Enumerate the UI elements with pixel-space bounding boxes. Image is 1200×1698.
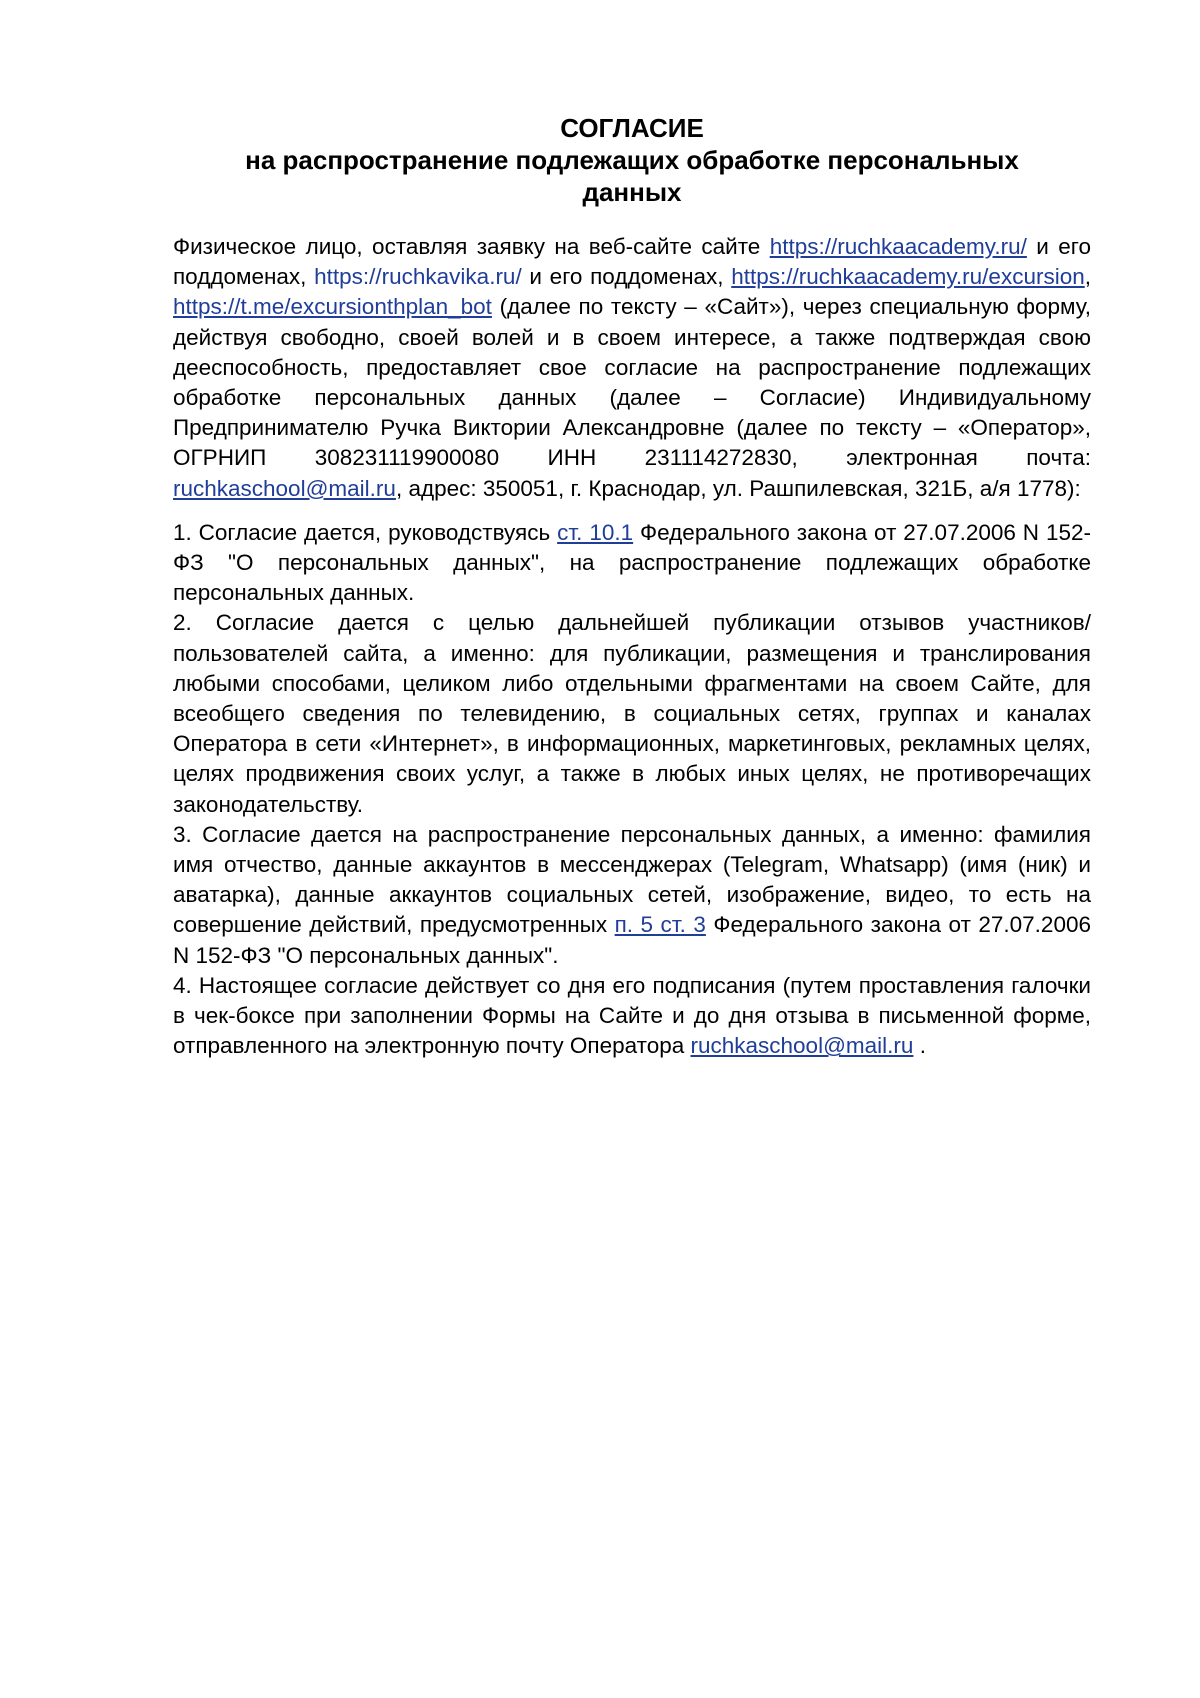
title-line-2: на распространение подлежащих обработке персональных: [245, 145, 1019, 175]
law-paragraph-link[interactable]: п. 5 ст. 3: [614, 912, 706, 938]
document-title: [173, 112, 1091, 208]
intro-text-6: , адрес: 350051, г. Краснодар, ул. Рашпилевская, 321Б, а/я 1778):: [395, 475, 1081, 501]
intro-text-1: Физическое лицо, оставляя заявку на веб-сайте сайте: [173, 234, 770, 259]
law-article-link[interactable]: ст. 10.1: [557, 519, 634, 545]
link-telegram-bot[interactable]: https://t.me/excursionthplan_bot: [173, 294, 492, 320]
link-ruchkaacademy[interactable]: https://ruchkaacademy.ru/: [769, 234, 1027, 259]
email-link-operator[interactable]: ruchkaschool@mail.ru: [173, 475, 396, 501]
link-excursion[interactable]: https://ruchkaacademy.ru/excursion: [731, 264, 1085, 290]
clause-4-text-b: .: [913, 1033, 926, 1059]
intro-paragraph: [173, 232, 1091, 504]
link-ruchkavika[interactable]: https://ruchkavika.ru/: [314, 264, 522, 290]
clause-3-text-b: Федерального закона от 27.07.2006 N 152-ФЗ "О персональных данных".: [173, 912, 1091, 968]
clause-1-text-a: 1. Согласие дается, руководствуясь: [173, 519, 558, 545]
title-line-3: данных: [582, 177, 682, 207]
intro-text-3: и его поддоменах,: [521, 264, 732, 290]
clause-2: 2. Согласие дается с целью дальнейшей публикации отзывов участников/пользователей сайта, а именно: для публикации, размещения и транслирования любыми способами, целиком либо отдельными фрагментами на своем Сайте, для всеобщего сведения по телевидению, в социальных сетях, группах и каналах Оператора в сети «Интернет», в информационных, маркетинговых, рекламных целях, целях продвижения своих услуг, а также в любых иных целях, не противоречащих законодательству.: [173, 610, 1091, 817]
clause-1-text-b: Федерального закона от 27.07.2006 N 152-ФЗ "О персональных данных", на распространение подлежащих обработке персональных данных.: [173, 519, 1091, 606]
clause-4: [173, 971, 1091, 1062]
title-line-1: СОГЛАСИЕ: [560, 113, 704, 143]
intro-text-2: и его поддоменах,: [173, 234, 1091, 290]
clause-3: [173, 820, 1091, 971]
clause-1: [173, 518, 1091, 609]
intro-text-5: (далее по тексту – «Сайт»), через специальную форму, действуя свободно, своей волей и в своем интересе, а также подтверждая свою дееспособность, предоставляет свое согласие на распространение подлежащих обработке персональных данных (далее – Согласие) Индивидуальному Предпринимателю Ручка Виктории Александровне (далее по тексту – «Оператор», ОГРНИП 308231119900080 ИНН 231114272830, электронная почта:: [173, 294, 1091, 471]
document-page: [173, 112, 1091, 1061]
clause-3-text-a: 3. Согласие дается на распространение персональных данных, а именно: фамилия имя отчество, данные аккаунтов в мессенджерах (Telegram, Whatsapp) (имя (ник) и аватарка), данные аккаунтов социальных сетей, изображение, видео, то есть на совершение действий, предусмотренных: [173, 821, 1091, 938]
intro-text-4: ,: [1084, 264, 1091, 290]
email-link-revocation[interactable]: ruchkaschool@mail.ru: [690, 1033, 914, 1059]
clause-4-text-a: 4. Настоящее согласие действует со дня его подписания (путем проставления галочки в чек-боксе при заполнении Формы на Сайте и до дня отзыва в письменной форме, отправленного на электронную почту Оператора: [173, 972, 1091, 1059]
